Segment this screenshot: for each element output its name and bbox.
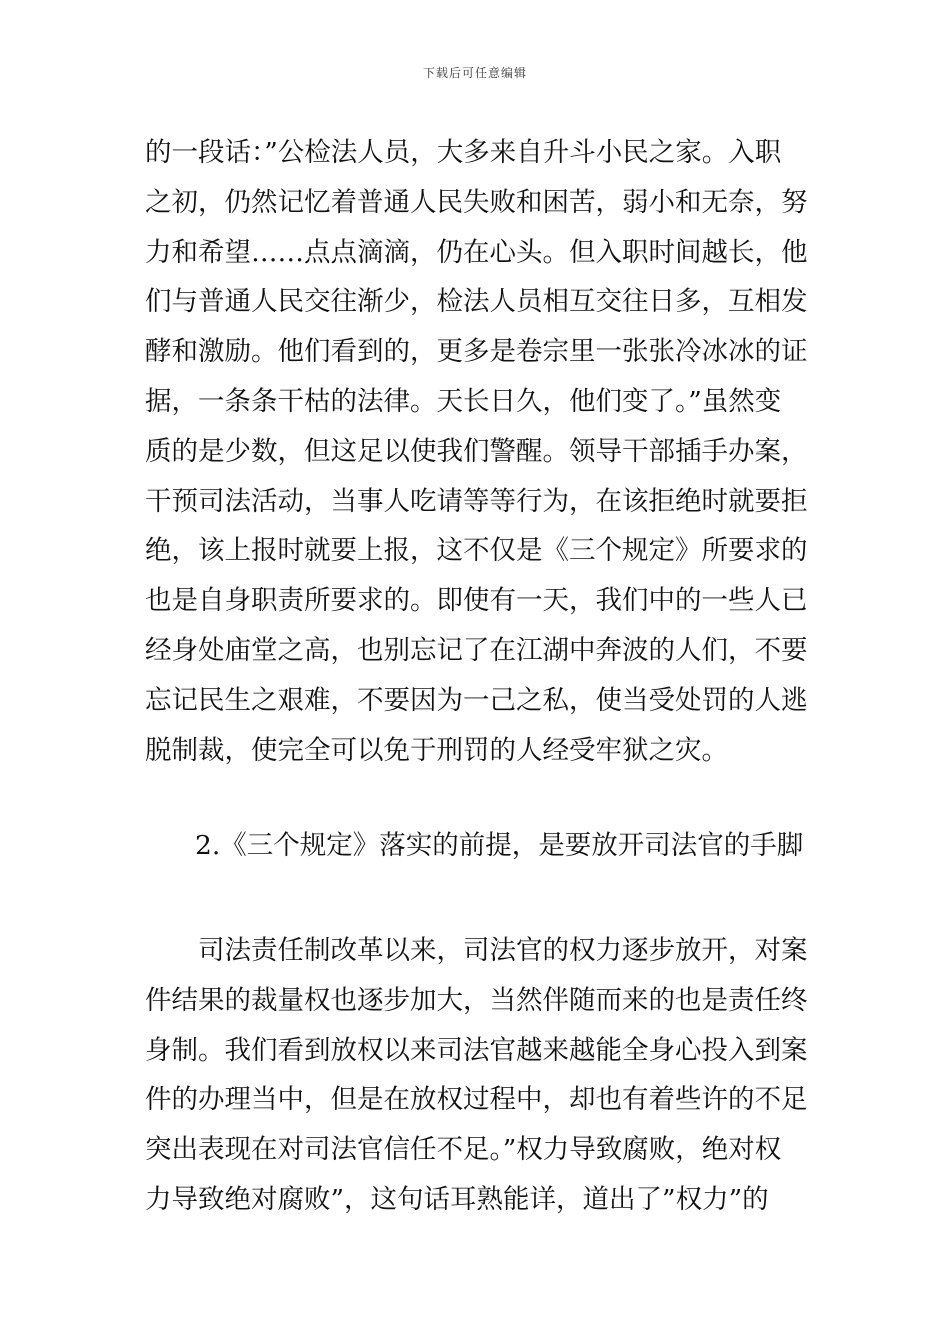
paragraph-1 [145,128,810,775]
text-line: 突出表现在对司法官信任不足。”权力导致腐败，绝对权 [145,1134,782,1166]
text-line: 们与普通人民交往渐少，检法人员相互交往日多，互相发 [145,286,808,318]
text-line: 身制。我们看到放权以来司法官越来越能全身心投入到案 [145,1034,808,1066]
text-line: 的一段话：”公检法人员，大多来自升斗小民之家。入职 [145,137,782,168]
text-line: 据，一条条干枯的法律。天长日久，他们变了。”虽然变 [145,385,782,417]
text-line: 绝，该上报时就要上报，这不仅是《三个规定》所要求的 [145,535,808,567]
text-line: 经身处庙堂之高，也别忘记了在江湖中奔波的人们，不要 [145,634,808,666]
text-line: 也是自身职责所要求的。即使有一天，我们中的一些人已 [145,585,808,617]
paragraph-2 [145,926,810,1225]
text-line: 酵和激励。他们看到的，更多是卷宗里一张张冷冰冰的证 [145,336,808,368]
text-line: 司法责任制改革以来，司法官的权力逐步放开，对案 [145,935,808,966]
text-line: 力和希望……点点滴滴，仍在心头。但入职时间越长，他 [145,236,808,268]
text-line: 件结果的裁量权也逐步加大，当然伴随而来的也是责任终 [145,984,808,1016]
text-line: 忘记民生之艰难，不要因为一己之私，使当受处罚的人逃 [145,684,808,716]
text-line: 质的是少数，但这足以使我们警醒。领导干部插手办案， [145,435,808,467]
text-line: 之初，仍然记忆着普通人民失败和困苦，弱小和无奈，努 [145,186,808,218]
page-header: 下载后可任意编辑 [422,66,527,80]
text-line: 脱制裁，使完全可以免于刑罚的人经受牢狱之灾。 [145,734,728,766]
text-line: 干预司法活动，当事人吃请等等行为，在该拒绝时就要拒 [145,485,808,517]
text-line: 力导致绝对腐败”，这句话耳熟能详，道出了”权力”的 [145,1183,769,1215]
section-heading: 2.《三个规定》落实的前提，是要放开司法官的手脚 [195,830,804,861]
text-line: 件的办理当中，但是在放权过程中，却也有着些许的不足 [145,1084,808,1116]
